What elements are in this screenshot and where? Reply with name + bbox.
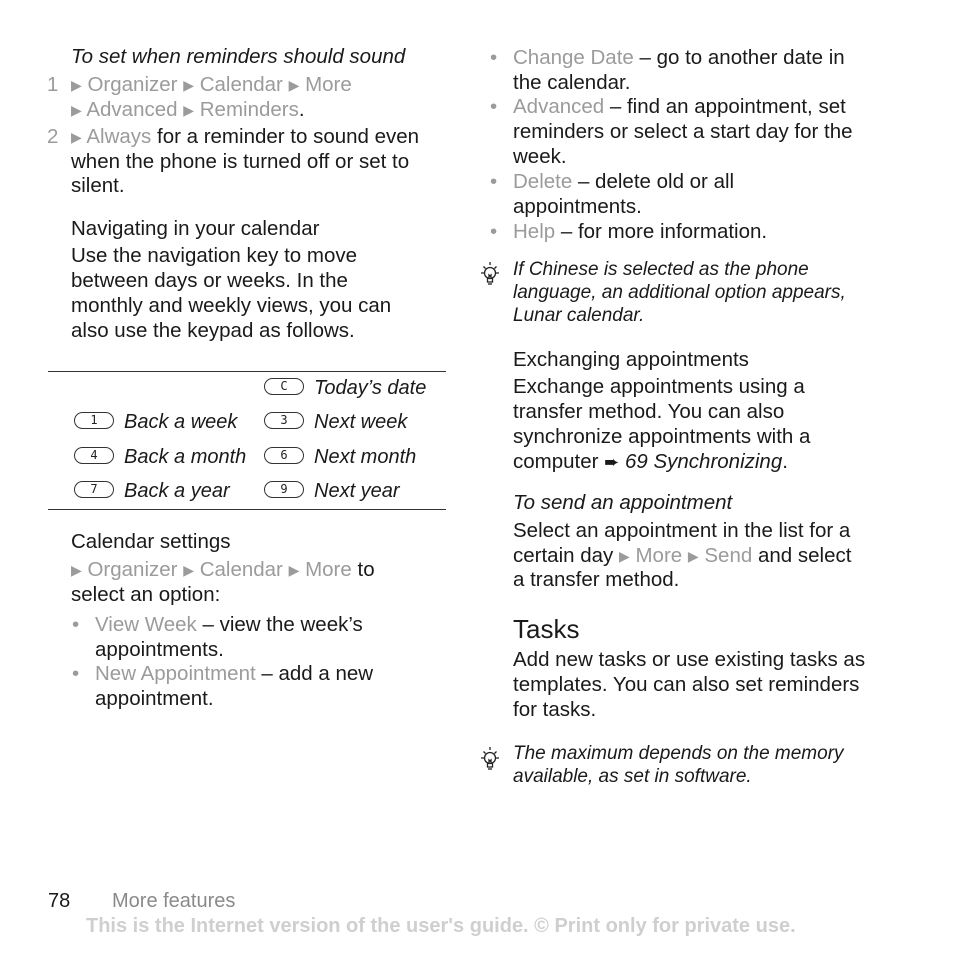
text: to [351, 558, 375, 581]
list-item-line-3: week. [513, 145, 567, 168]
key-1-label: Back a week [124, 411, 238, 433]
text: and select [752, 544, 852, 567]
arrow-right-icon: ▶ [183, 77, 194, 93]
text: certain day [513, 544, 614, 567]
text: – find an appointment, set [604, 95, 846, 118]
tip-1-line-3: Lunar calendar. [513, 305, 645, 326]
bullet-icon: • [490, 220, 498, 243]
arrow-right-icon: ▶ [71, 102, 82, 118]
list-item [95, 613, 363, 638]
list-item-line-2: reminders or select a start day for the [513, 120, 853, 143]
list-item [513, 170, 734, 195]
key-c-label: Today’s date [314, 377, 427, 399]
tasks-line-3: for tasks. [513, 698, 597, 721]
arrow-right-icon: ▶ [687, 548, 699, 564]
copyright-notice: This is the Internet version of the user's guide. © Print only for private use. [86, 915, 796, 937]
settings-heading: Calendar settings [71, 530, 231, 553]
bullet-icon: • [72, 613, 80, 636]
step-1-path-2 [71, 98, 305, 124]
settings-line-2: select an option: [71, 583, 221, 606]
list-item-line-2: appointment. [95, 687, 214, 710]
list-item [513, 220, 767, 245]
option-help: Help [513, 220, 556, 243]
key-7: 7 [74, 481, 114, 498]
tip-2-line-1: The maximum depends on the memory [513, 743, 844, 764]
bullet-icon: • [72, 662, 80, 685]
arrow-right-icon: ▶ [71, 562, 82, 578]
exchange-heading: Exchanging appointments [513, 348, 749, 371]
list-item-line-2: the calendar. [513, 71, 631, 94]
key-6-label: Next month [314, 446, 417, 468]
option-always: Always [86, 125, 152, 148]
arrow-reference-icon: ➨ [604, 452, 620, 472]
key-c: C [264, 378, 304, 395]
key-1: 1 [74, 412, 114, 429]
arrow-right-icon: ▶ [71, 77, 82, 93]
key-6: 6 [264, 447, 304, 464]
send-line-3: a transfer method. [513, 568, 680, 591]
option-view-week: View Week [95, 613, 197, 636]
tip-1-line-2: language, an additional option appears, [513, 282, 846, 303]
step-1-path [71, 73, 352, 99]
list-item [513, 46, 845, 71]
menu-reminders: Reminders [199, 98, 299, 121]
nav-line-2: between days or weeks. In the [71, 269, 348, 292]
option-delete: Delete [513, 170, 573, 193]
option-advanced: Advanced [513, 95, 605, 118]
text: computer [513, 450, 599, 473]
page-number: 78 [48, 890, 71, 912]
key-4-label: Back a month [124, 446, 247, 468]
settings-path [71, 558, 375, 584]
text: – go to another date in [633, 46, 845, 69]
text: – delete old or all [572, 170, 735, 193]
nav-line-4: also use the keypad as follows. [71, 319, 355, 342]
lightbulb-tip-icon [477, 260, 503, 290]
key-3: 3 [264, 412, 304, 429]
text: for a reminder to sound even [151, 125, 420, 148]
reference-link[interactable]: 69 Synchronizing [624, 450, 783, 473]
tip-1-line-1: If Chinese is selected as the phone [513, 259, 809, 280]
menu-more: More [305, 73, 352, 96]
bullet-icon: • [490, 95, 498, 118]
menu-send: Send [704, 544, 753, 567]
bullet-icon: • [490, 46, 498, 69]
arrow-right-icon: ▶ [288, 77, 300, 93]
menu-more: More [305, 558, 352, 581]
send-line-2 [513, 544, 851, 570]
list-item-line-2: appointments. [95, 638, 224, 661]
menu-advanced: Advanced [86, 98, 178, 121]
step-number-1: 1 [47, 73, 59, 96]
key-4: 4 [74, 447, 114, 464]
list-item [513, 95, 846, 120]
step-2-text [71, 125, 419, 151]
reminder-heading: To set when reminders should sound [71, 45, 406, 68]
text: – for more information. [555, 220, 768, 243]
table-top-rule [48, 371, 446, 372]
punct: . [298, 98, 305, 121]
tasks-line-1: Add new tasks or use existing tasks as [513, 648, 866, 671]
key-7-label: Back a year [124, 480, 230, 502]
list-item [95, 662, 373, 687]
arrow-right-icon: ▶ [183, 562, 194, 578]
menu-organizer: Organizer [87, 73, 178, 96]
menu-calendar: Calendar [199, 73, 283, 96]
key-9-label: Next year [314, 480, 400, 502]
arrow-right-icon: ▶ [618, 548, 630, 564]
arrow-right-icon: ▶ [183, 102, 195, 118]
text: – add a new [255, 662, 374, 685]
option-change-date: Change Date [513, 46, 634, 69]
punct: . [782, 450, 788, 473]
section-title: More features [112, 890, 236, 912]
nav-line-3: monthly and weekly views, you can [71, 294, 392, 317]
step-2-line-2: when the phone is turned off or set to [71, 150, 410, 173]
list-item-line-2: appointments. [513, 195, 642, 218]
exchange-line-1: Exchange appointments using a [513, 375, 805, 398]
option-new-appointment: New Appointment [95, 662, 256, 685]
key-3-label: Next week [314, 411, 408, 433]
tip-2-line-2: available, as set in software. [513, 766, 752, 787]
exchange-line-4 [513, 450, 788, 475]
menu-calendar: Calendar [199, 558, 283, 581]
nav-heading: Navigating in your calendar [71, 217, 320, 240]
step-2-line-3: silent. [71, 174, 125, 197]
exchange-line-2: transfer method. You can also [513, 400, 785, 423]
key-9: 9 [264, 481, 304, 498]
arrow-right-icon: ▶ [71, 129, 82, 145]
send-heading: To send an appointment [513, 491, 733, 514]
arrow-right-icon: ▶ [288, 562, 300, 578]
step-number-2: 2 [47, 125, 59, 148]
table-bottom-rule [48, 509, 446, 510]
bullet-icon: • [490, 170, 498, 193]
lightbulb-tip-icon [477, 745, 503, 775]
nav-line-1: Use the navigation key to move [71, 244, 358, 267]
tasks-heading: Tasks [513, 614, 580, 644]
tasks-line-2: templates. You can also set reminders [513, 673, 860, 696]
send-line-1: Select an appointment in the list for a [513, 519, 851, 542]
menu-organizer: Organizer [87, 558, 178, 581]
exchange-line-3: synchronize appointments with a [513, 425, 811, 448]
text: – view the week’s [196, 613, 363, 636]
menu-more: More [635, 544, 683, 567]
